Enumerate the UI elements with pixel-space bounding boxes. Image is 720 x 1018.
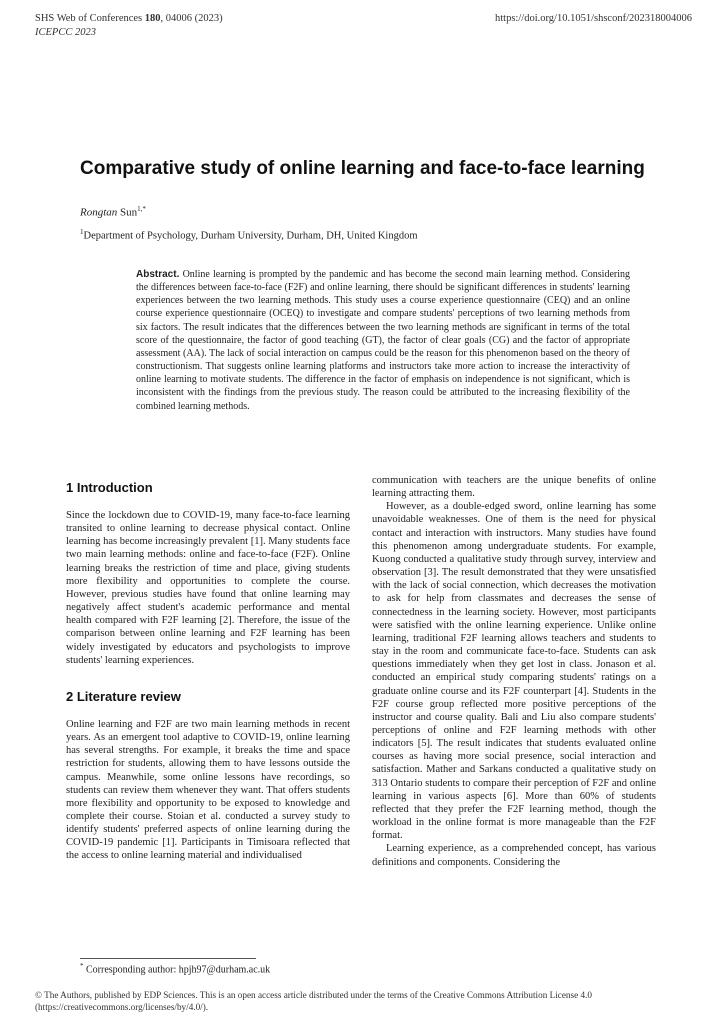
article-number: , 04006 (2023)	[160, 13, 223, 24]
author-superscript: 1,*	[137, 205, 146, 213]
conference-name: ICEPCC 2023	[35, 27, 96, 38]
abstract-label: Abstract.	[136, 269, 180, 280]
abstract-text: Online learning is prompted by the pandemic and has become the second main learning method. Considering the differences between face-to-face (F2F) and online learning, there should be significant differences in students' learning experiences between the two learning methods. This study uses a course experience questionnaire (CEQ) and an online course experience questionnaire (OCEQ) to investigate and compare students' perceptions of two learning methods from six factors. The result indicates that the differences between the two learning methods are significant in terms of the total score of the questionnaire, the factor of good teaching (GT), the factor of clear goals (CG) and the factor of appropriate assessment (AA). The lack of social interaction on campus could be the reason for this phenomenon based on the theory of constructionism. That suggests online learning platforms and instructors take more action to increase the interactivity of online learning to motivate students. The difference in the factor of emphasis on independence is not significant, which is inconsistent with the findings from the previous study. The reason could be attributed to the increasing flexibility of the combined learning methods.	[136, 269, 630, 412]
author-first-name: Rongtan	[80, 206, 118, 219]
license-footer	[35, 990, 685, 1013]
running-header-left	[35, 12, 223, 40]
affiliation	[80, 228, 418, 242]
affiliation-superscript: 1	[80, 228, 84, 236]
affiliation-text: Department of Psychology, Durham University, Durham, DH, United Kingdom	[83, 230, 418, 242]
continued-paragraph: communication with teachers are the unique benefits of online learning attracting them.	[372, 475, 656, 500]
paper-title: Comparative study of online learning and face-to-face learning	[80, 158, 645, 179]
volume-number: 180	[144, 13, 161, 24]
doi-link[interactable]: https://doi.org/10.1051/shsconf/202318004006	[495, 13, 692, 24]
right-column	[372, 474, 656, 869]
footnote-text: Corresponding author: hpjh97@durham.ac.uk	[83, 964, 271, 976]
journal-name: SHS Web of Conferences	[35, 13, 145, 24]
introduction-heading: 1 Introduction	[66, 480, 153, 495]
footnote-marker: *	[80, 962, 84, 970]
footnote-divider	[80, 958, 256, 959]
author-last-name: Sun	[117, 206, 138, 219]
corresponding-author-footnote	[80, 962, 270, 975]
literature-review-heading: 2 Literature review	[66, 688, 181, 704]
left-column	[66, 474, 350, 863]
learning-experience-paragraph: Learning experience, as a comprehended concept, has various definitions and components. Considering the	[372, 843, 656, 868]
introduction-paragraph: Since the lockdown due to COVID-19, many face-to-face learning transited to online learning to decrease physical contact. Online learning has become increasingly prevalent [1]. Many students face two main learning methods: online and face-to-face (F2F). Online learning breaks the restriction of time and place, giving students more flexibility and opportunities to complete the course. However, previous studies have found that online learning may negatively affect student's academic performance and mental health compared with F2F learning [2]. Therefore, the issue of the comparison between online learning and F2F learning has been widely investigated by educators and psychologists to improve students' learning experiences.	[66, 510, 350, 666]
license-line: © The Authors, published by EDP Sciences. This is an open access article distributed under the terms of the Creative Commons Attribution License 4.0	[35, 990, 592, 1000]
literature-review-paragraph: Online learning and F2F are two main learning methods in recent years. As an emergent tool adaptive to COVID-19, online learning has several strengths. For example, it breaks the time and space restriction for students, allowing them to have lessons outside the campus. Meanwhile, some online lessons have recordings, so students can review them whenever they want. That offers students more flexibility and opportunity to be exposed to knowledge and complete their course. Stoian et al. conducted a survey study to identify students' preferred aspects of online learning during the COVID-19 pandemic [1]. Participants in Timisoara reflected that the access to online learning material and individualised	[66, 718, 350, 862]
license-url[interactable]: (https://creativecommons.org/licenses/by/4.0/).	[35, 1001, 209, 1012]
weaknesses-paragraph: However, as a double-edged sword, online learning has some unavoidable weaknesses. One of them is the need for physical contact and interaction with instructors. Many studies have found this phenomenon among undergraduate students. For example, Kuong conducted a qualitative study through survey, interview and observation [3]. The result demonstrated that they were unsatisfied with the lack of social connection, which decreases the motivation to ask for help from classmates and decreases the sense of connectedness in the learning society. However, most participants were satisfied with the online learning experience. Unlike online learning, traditional F2F learning allows teachers and students to stay in the room and communicate face-to-face. Students can ask questions immediately when they get lost in class. Jonason et al. conducted an empirical study comparing students' ratings on a graduate online course and its F2F counterpart [4]. Students in the F2F course group reflected more positive perceptions of the instructor and course quality. Bali and Liu also compare students' perceptions of online and F2F learning methods with other indicators [5]. The result indicates that students evaluated online courses as having more social presence, social interaction and satisfaction. Mather and Sarkans conducted a qualitative study on 313 Ontario students to compare their perception of F2F and online learning in various aspects [6]. More than 60% of students reflected that they prefer the F2F learning method, though the workload in the online format is more manageable than the F2F format.	[372, 501, 656, 842]
abstract	[136, 268, 630, 413]
author-line	[80, 205, 146, 219]
